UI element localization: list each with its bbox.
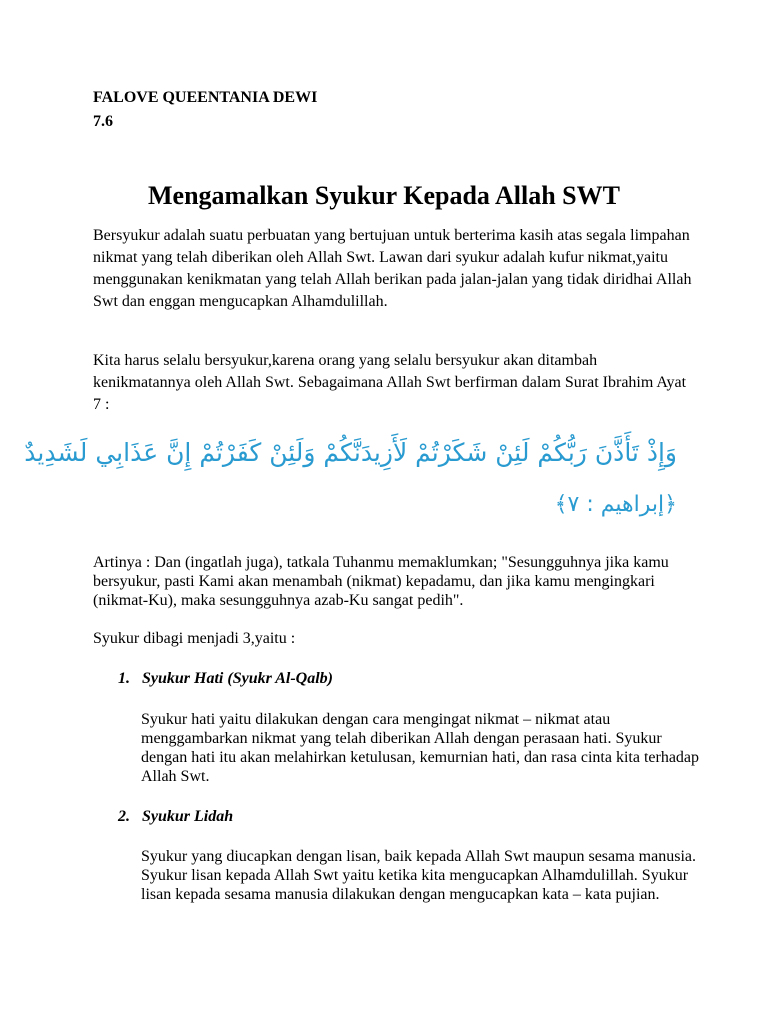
author-name: FALOVE QUEENTANIA DEWI xyxy=(93,89,318,106)
author-block xyxy=(93,86,317,134)
document-title: Mengamalkan Syukur Kepada Allah SWT xyxy=(148,181,620,210)
arabic-verse: وَإِذْ تَأَذَّنَ رَبُّكُمْ لَئِنْ شَكَرْتُمْ لَأَزِيدَنَّكُمْ وَلَئِنْ كَفَرْتُمْ إِنَّ عَذَابِي لَشَدِيدٌ xyxy=(24,438,677,467)
list-intro: Syukur dibagi menjadi 3,yaitu : xyxy=(93,630,296,647)
list-item-title xyxy=(118,806,233,828)
list-item-heading: Syukur Hati (Syukr Al-Qalb) xyxy=(142,670,333,687)
list-item-heading: Syukur Lidah xyxy=(142,808,234,825)
list-item-number: 1. xyxy=(118,670,130,687)
list-item-title xyxy=(118,668,333,690)
author-class: 7.6 xyxy=(93,113,113,130)
list-item-text: Syukur yang diucapkan dengan lisan, baik kepada Allah Swt maupun sesama manusia. Syukur lisan kepada Allah Swt yaitu ketika kita mengucapkan Alhamdulillah. Syukur lisan kepada sesama manusia dilakukan dengan mengucapkan kata – kata pujian. xyxy=(141,848,696,903)
list-item-text: Syukur hati yaitu dilakukan dengan cara mengingat nikmat – nikmat atau menggambarkan nikmat yang telah diberikan Allah dengan perasaan hati. Syukur dengan hati itu akan melahirkan ketulusan, kemurnian hati, dan rasa cinta kita terhadap Allah Swt. xyxy=(141,711,700,785)
paragraph-intro: Bersyukur adalah suatu perbuatan yang bertujuan untuk berterima kasih atas segala limpahan nikmat yang telah diberikan oleh Allah Swt. Lawan dari syukur adalah kufur nikmat,yaitu menggunakan kenikmatan yang telah Allah berikan pada jalan-jalan yang tidak diridhai Allah Swt dan enggan mengucapkan Alhamdulillah. xyxy=(93,227,692,310)
verse-translation: Artinya : Dan (ingatlah juga), tatkala Tuhanmu memaklumkan; "Sesungguhnya jika kamu bersyukur, pasti Kami akan menambah (nikmat) kepadamu, dan jika kamu mengingkari (nikmat-Ku), maka sesungguhnya azab-Ku sangat pedih". xyxy=(93,554,669,609)
verse-reference: ﴿إبراهيم : ٧﴾ xyxy=(554,492,677,517)
paragraph-reason: Kita harus selalu bersyukur,karena orang yang selalu bersyukur akan ditambah kenikmatannya oleh Allah Swt. Sebagaimana Allah Swt berfirman dalam Surat Ibrahim Ayat 7 : xyxy=(93,352,687,413)
list-item-number: 2. xyxy=(118,808,130,825)
